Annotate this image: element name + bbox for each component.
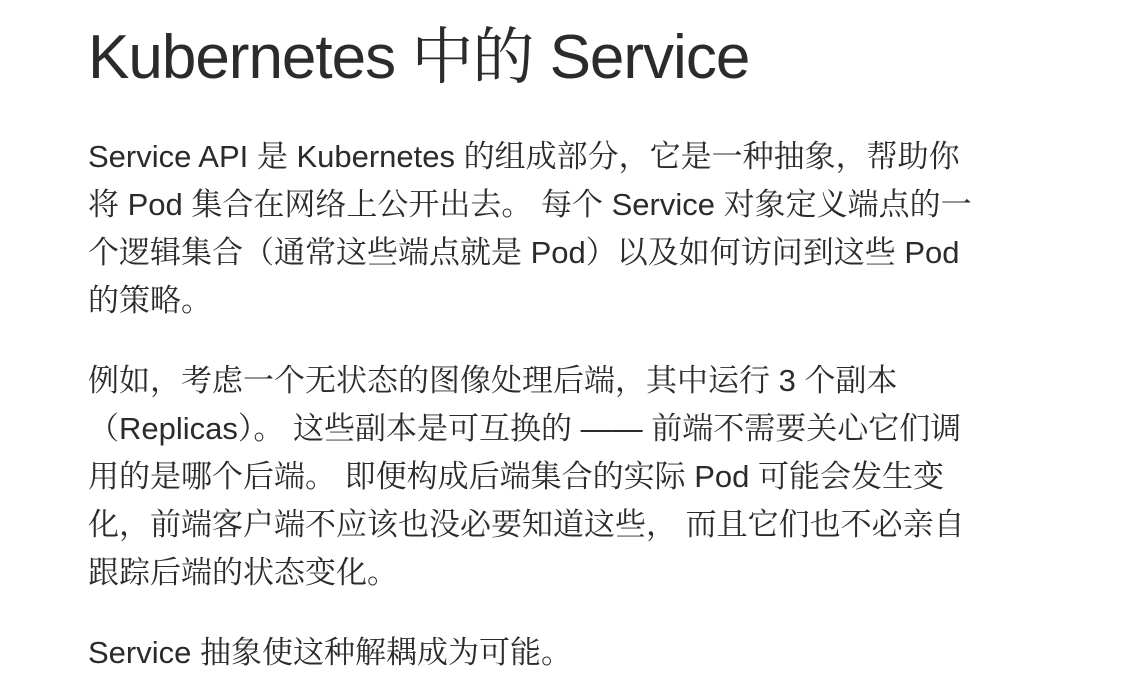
text-line: 的策略。 <box>88 283 212 319</box>
text-line: 化，前端客户端不应该也没必要知道这些， 而且它们也不必亲自 <box>88 507 965 543</box>
page-title: Kubernetes 中的 Service <box>88 23 750 92</box>
text-line: 将 Pod 集合在网络上公开出去。 每个 Service 对象定义端点的一 <box>88 187 972 223</box>
text-line: （Replicas）。 这些副本是可互换的 —— 前端不需要关心它们调 <box>88 411 962 447</box>
paragraph-example <box>88 357 1018 597</box>
text-line: Service 抽象使这种解耦成为可能。 <box>88 635 572 671</box>
text-line: Service API 是 Kubernetes 的组成部分，它是一种抽象，帮助你 <box>88 139 960 175</box>
text-line: 跟踪后端的状态变化。 <box>88 555 398 591</box>
text-line: 例如，考虑一个无状态的图像处理后端，其中运行 3 个副本 <box>88 363 898 399</box>
text-line: 用的是哪个后端。 即便构成后端集合的实际 Pod 可能会发生变 <box>88 459 944 495</box>
paragraph-conclusion <box>88 629 1018 677</box>
paragraph-service-api <box>88 133 1018 325</box>
text-line: 个逻辑集合（通常这些端点就是 Pod）以及如何访问到这些 Pod <box>88 235 960 271</box>
